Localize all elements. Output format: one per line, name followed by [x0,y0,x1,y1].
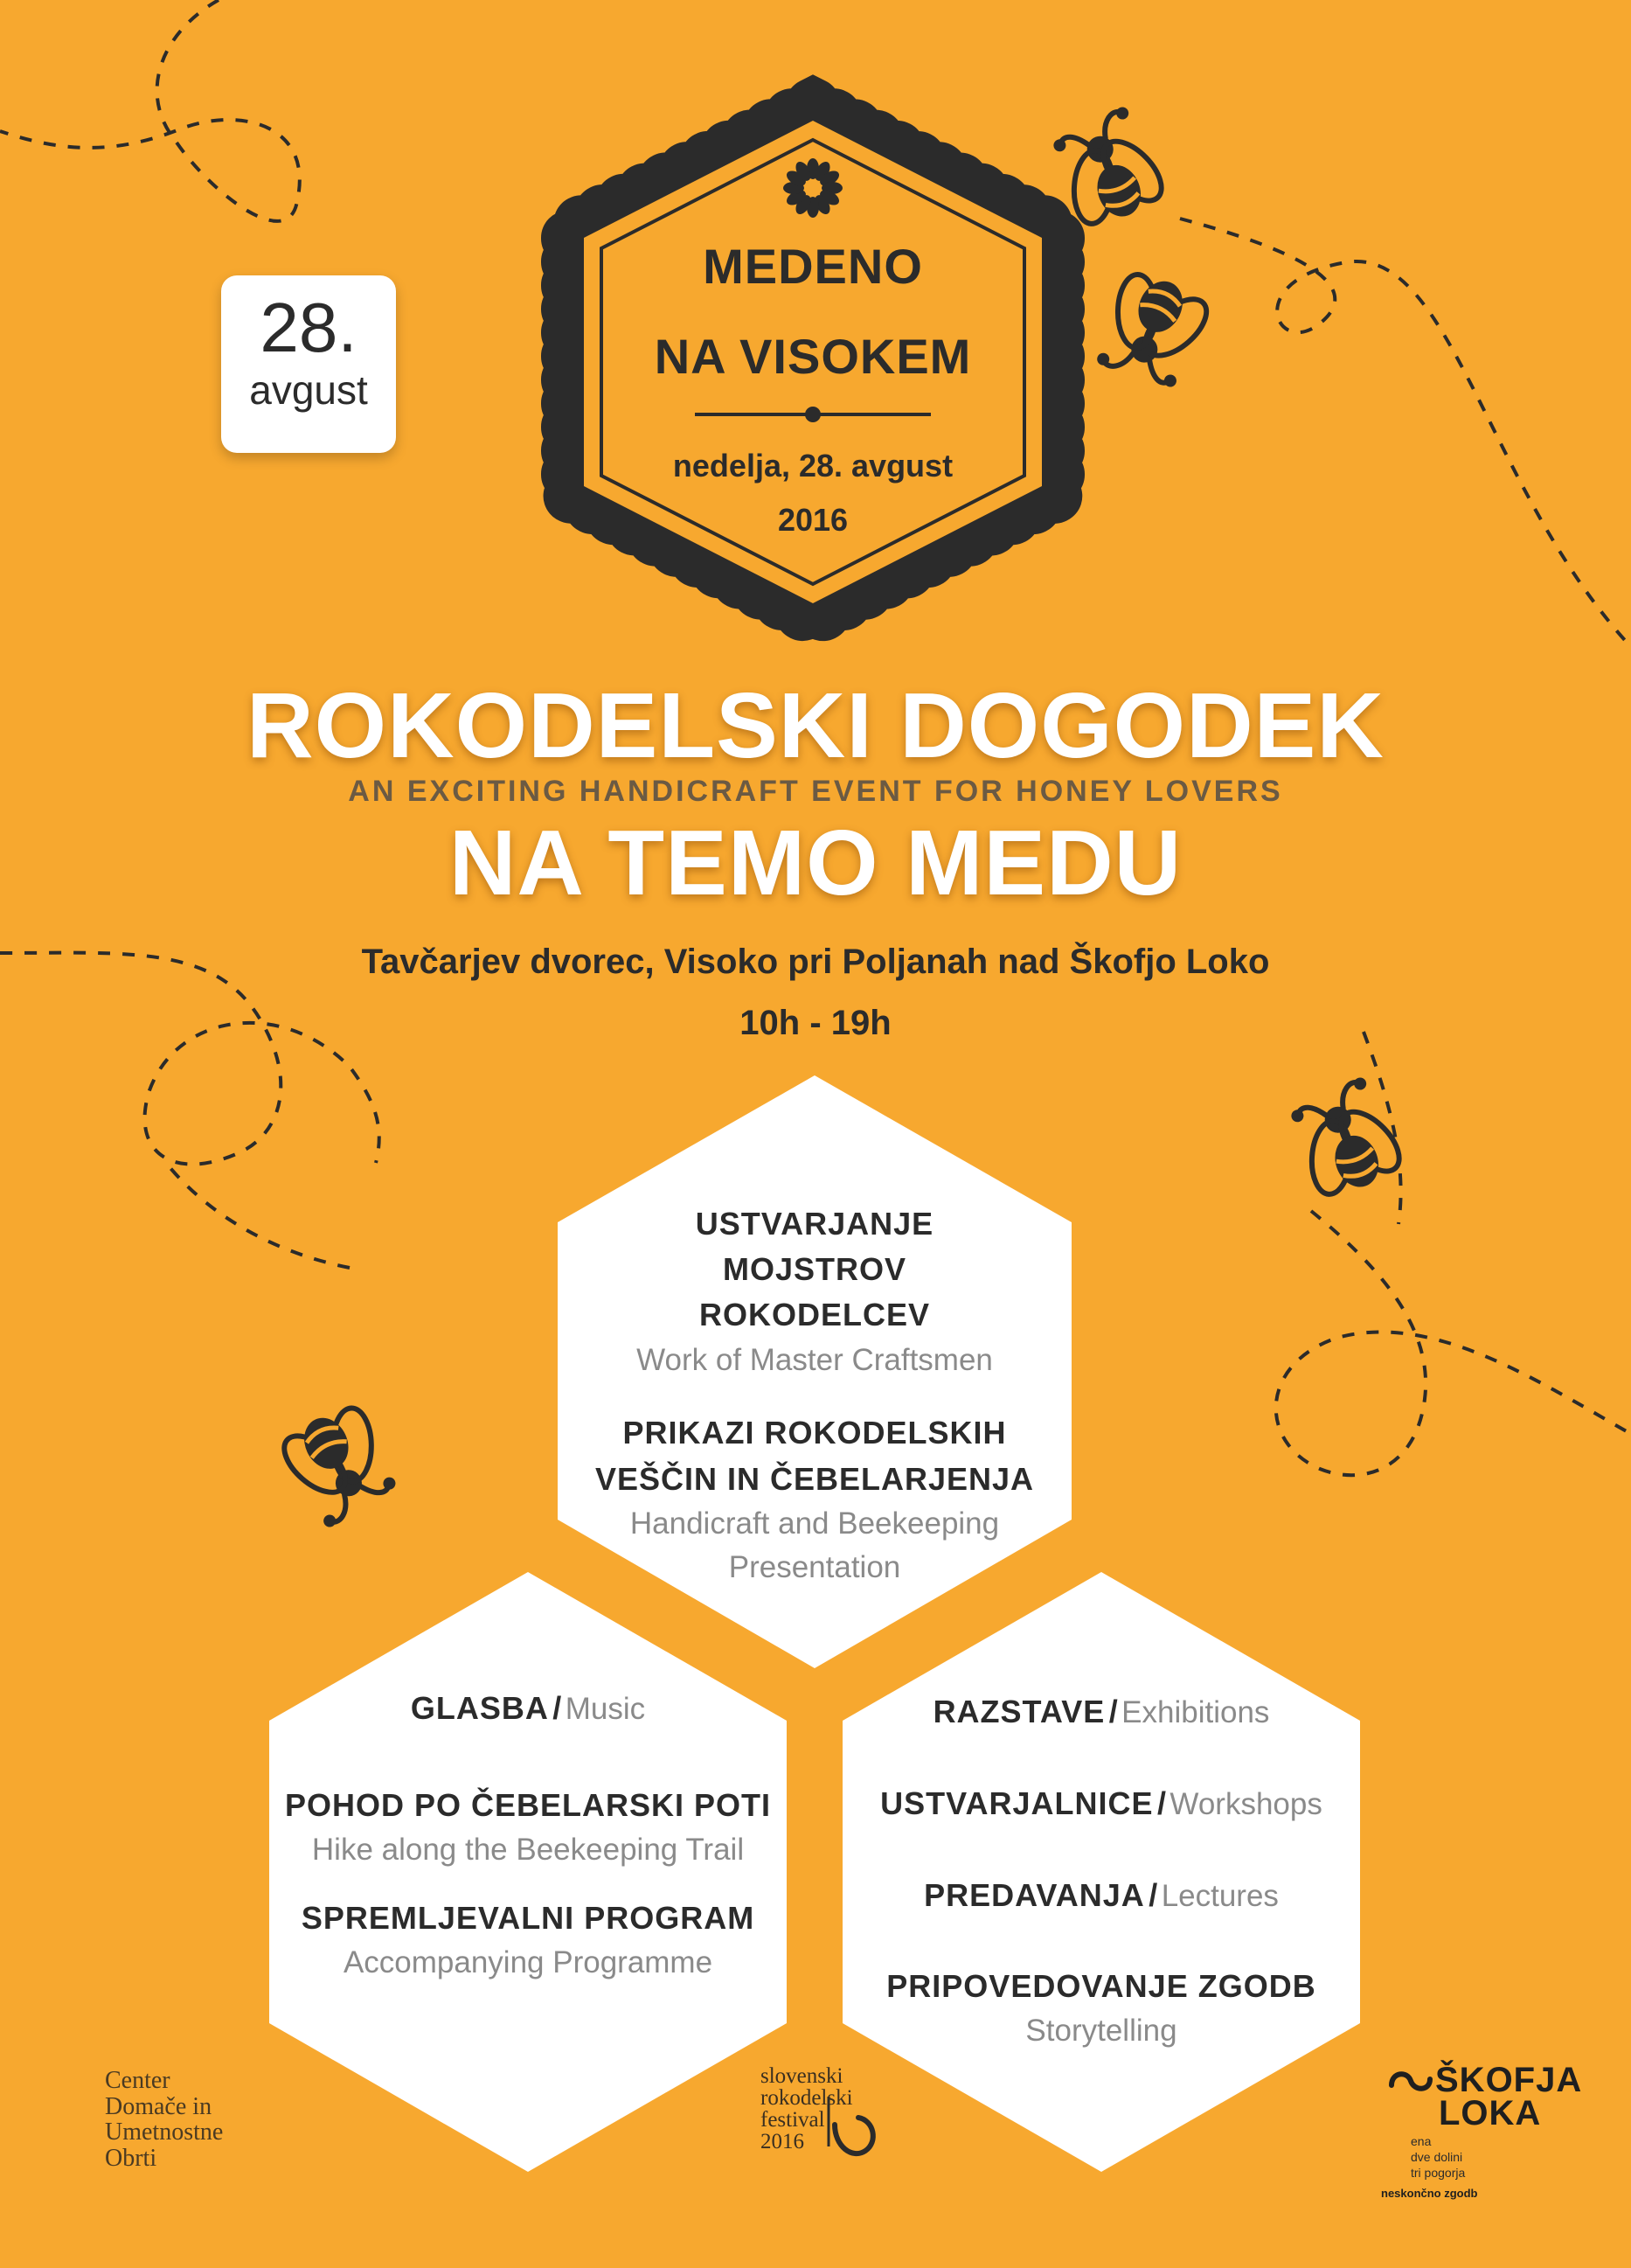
program-item-sl: POHOD PO ČEBELARSKI POTI [284,1786,772,1823]
hex-right-content [851,1689,1351,2082]
program-item-sl: PREDAVANJA [924,1876,1145,1913]
headline-line2: NA TEMO MEDU [448,811,1183,915]
logo-mid-line: 2016 [760,2130,804,2153]
separator: / [1149,1876,1158,1913]
program-item [278,1686,778,1732]
separator: / [1108,1694,1118,1729]
badge-date: nedelja, 28. avgust [672,448,954,484]
program-item-sl: PRIPOVEDOVANJE ZGODB [886,1968,1316,2005]
logo-skofja-loka [1381,2061,1583,2200]
logo-right-tagline-line: dve dolini [1411,2150,1463,2165]
logo-mid-line: rokodelski [760,2086,853,2110]
logo-mid-line: slovenski [760,2064,843,2088]
program-item-en: Storytelling [1025,2014,1177,2049]
program-item-en: Hike along the Beekeeping Trail [311,1832,745,1867]
program-item-sl: PRIKAZI ROKODELSKIH VEŠČIN IN ČEBELARJENJA [594,1415,1035,1497]
logo-mid-line: festival [760,2108,825,2132]
program-item [568,1410,1061,1590]
logo-left-line: Center [105,2067,170,2094]
logo-slovenski-rokodelski-festival [760,2065,874,2153]
separator: / [1156,1784,1166,1821]
program-item [568,1201,1061,1382]
separator: / [552,1690,562,1726]
program-item [278,1783,778,1873]
program-item-en: Work of Master Craftsmen [636,1342,993,1377]
bee-icon-left [267,1394,410,1536]
bee-icon-upper-right [1080,259,1223,401]
program-item [851,1964,1351,2054]
program-item-en: Music [565,1692,646,1726]
date-card [221,275,396,453]
logo-left-line: Domače in [105,2092,212,2120]
program-item [851,1781,1351,1827]
date-month: avgust [249,367,368,413]
logo-right-tagline-line: tri pogorja [1411,2166,1466,2181]
program-item-sl: SPREMLJEVALNI PROGRAM [301,1899,755,1936]
program-item-en: Handicraft and Beekeeping Presentation [629,1506,1000,1585]
hex-top-content [568,1201,1061,1618]
badge-year: 2016 [777,502,849,538]
program-item-sl: USTVARJANJE MOJSTROV ROKODELCEV [695,1206,934,1333]
program-item-en: Exhibitions [1121,1695,1270,1729]
headline-subtitle: AN EXCITING HANDICRAFT EVENT FOR HONEY LOVERS [348,775,1283,808]
venue: Tavčarjev dvorec, Visoko pri Poljanah nad Škofjo Loko [361,943,1270,981]
logo-right-word2: LOKA [1439,2094,1542,2132]
program-item [851,1873,1351,1919]
program-item-sl: USTVARJALNICE [880,1784,1154,1821]
bee-icon-right [1278,1070,1415,1207]
program-item [851,1689,1351,1736]
logo-left-line: Obrti [105,2145,157,2173]
hours: 10h - 19h [739,1004,892,1042]
program-item [278,1896,778,1986]
program-item-sl: RAZSTAVE [933,1694,1106,1729]
program-item-en: Workshops [1169,1786,1322,1821]
program-item-sl: GLASBA [410,1690,549,1726]
logo-right-word1: ŠKOFJA [1435,2061,1583,2099]
logo-right-tagline-line: ena [1411,2134,1432,2148]
date-day: 28. [260,289,357,366]
logo-right-tagline [1381,2133,1556,2181]
program-item-en: Accompanying Programme [343,1944,713,1979]
badge-title-line1: MEDENO [703,239,923,294]
badge-title-line2: NA VISOKEM [654,329,972,384]
program-item-en: Lectures [1161,1878,1279,1913]
logo-right-slogan: neskončno zgodb [1381,2186,1478,2200]
headline-line1: ROKODELSKI DOGODEK [246,674,1385,777]
logo-left-line: Umetnostne [105,2118,224,2146]
logo-center-domace-umetnostne-obrti [105,2068,223,2172]
hex-left-content [278,1686,778,2014]
